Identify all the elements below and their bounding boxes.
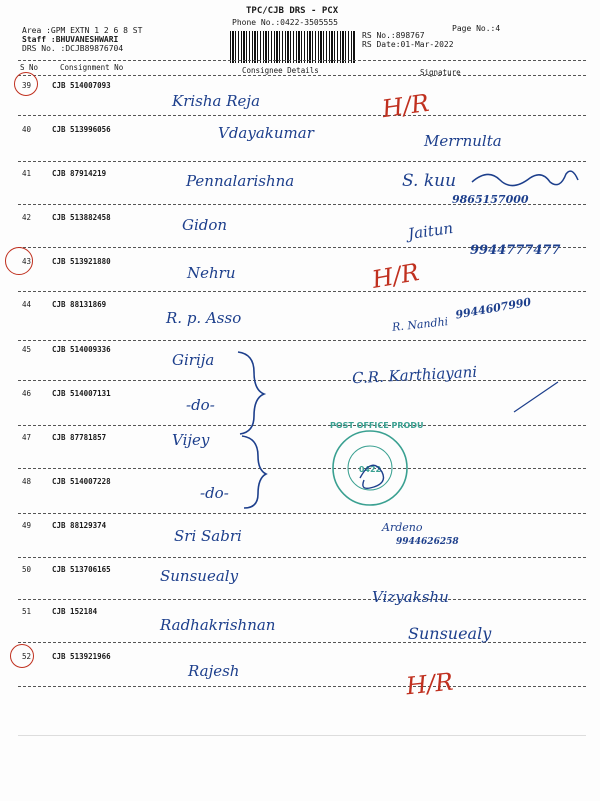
consignee-name: Nehru bbox=[187, 264, 236, 282]
row-consignment: CJB 152184 bbox=[52, 607, 98, 616]
row-divider bbox=[18, 115, 586, 116]
row-consignment: CJB 513882458 bbox=[52, 213, 111, 222]
col-consignment: Consignment No bbox=[60, 63, 124, 72]
row-consignment: CJB 513996056 bbox=[52, 125, 111, 134]
col-sno: S No bbox=[20, 63, 39, 72]
row-divider bbox=[18, 340, 586, 341]
consignee-name: Gidon bbox=[182, 216, 228, 234]
page-number: Page No.:4 bbox=[452, 24, 501, 33]
row-divider bbox=[18, 642, 586, 643]
row-sno: 45 bbox=[22, 345, 32, 354]
red-circle-mark bbox=[5, 247, 33, 275]
phone-handwritten: 9944777477 bbox=[470, 243, 561, 258]
consignee-name: -do- bbox=[200, 484, 229, 502]
row-consignment: CJB 87781857 bbox=[52, 433, 107, 442]
row-sno: 43 bbox=[22, 257, 32, 266]
hir-mark: H/R bbox=[369, 258, 422, 294]
phone-handwritten: 9944626258 bbox=[396, 537, 459, 547]
row-sno: 41 bbox=[22, 169, 32, 178]
consignee-name: Vijey bbox=[172, 431, 210, 449]
phone-handwritten: 9944607990 bbox=[454, 295, 533, 322]
consignee-name: Sunsuealy bbox=[160, 567, 239, 585]
row-sno: 40 bbox=[22, 125, 32, 134]
row-divider bbox=[18, 291, 586, 292]
consignee-name: -do- bbox=[186, 396, 215, 414]
consignee-name: Rajesh bbox=[188, 662, 240, 680]
divider bbox=[18, 60, 586, 61]
row-divider bbox=[18, 468, 586, 469]
consignee-name: Vdayakumar bbox=[218, 124, 314, 142]
stamp-text: POST OFFICE PRODU bbox=[330, 421, 424, 430]
row-consignment: CJB 87914219 bbox=[52, 169, 107, 178]
row-consignment: CJB 513921966 bbox=[52, 652, 111, 661]
row-sno: 48 bbox=[22, 477, 32, 486]
group-signature: C.R. Karthiayani bbox=[351, 362, 478, 388]
row-divider bbox=[18, 557, 586, 558]
signature: S. kuu bbox=[402, 171, 457, 191]
row-divider bbox=[18, 599, 586, 600]
consignee-name: R. p. Asso bbox=[166, 309, 242, 327]
barcode bbox=[230, 31, 356, 63]
phone-handwritten: 9865157000 bbox=[452, 193, 529, 206]
row-consignment: CJB 514007131 bbox=[52, 389, 111, 398]
drs-number: DRS No. :DCJB89876704 bbox=[22, 44, 124, 53]
row-sno: 47 bbox=[22, 433, 32, 442]
row-sno: 39 bbox=[22, 81, 32, 90]
grouping-brace-icon bbox=[232, 350, 272, 510]
row-divider bbox=[18, 686, 586, 687]
document-title: TPC/CJB DRS - PCX bbox=[246, 6, 339, 16]
consignee-name: Sri Sabri bbox=[174, 527, 242, 545]
stamp-code: 0422 bbox=[358, 465, 382, 474]
signature: Jaitun bbox=[406, 218, 455, 244]
row-consignment: CJB 88131869 bbox=[52, 300, 107, 309]
col-signature: Signature bbox=[420, 68, 461, 77]
row-sno: 50 bbox=[22, 565, 32, 574]
hir-mark: H/R bbox=[404, 667, 455, 701]
phone-number: Phone No.:0422-3505555 bbox=[232, 18, 338, 27]
signature: R. Nandhi bbox=[391, 315, 449, 334]
row-divider bbox=[18, 380, 586, 381]
signature: Ardeno bbox=[382, 521, 423, 534]
row-sno: 51 bbox=[22, 607, 32, 616]
area: Area :GPM EXTN 1 2 6 8 ST bbox=[22, 26, 143, 35]
consignee-name: Krisha Reja bbox=[172, 92, 261, 110]
signature: Merrnulta bbox=[424, 132, 502, 150]
divider bbox=[18, 75, 586, 76]
row-consignment: CJB 513921880 bbox=[52, 257, 111, 266]
signature: Sunsuealy bbox=[408, 624, 492, 643]
signature-scribble-icon bbox=[470, 162, 580, 192]
row-divider bbox=[18, 425, 586, 426]
red-circle-mark bbox=[10, 644, 34, 668]
rs-number: RS No.:898767 bbox=[362, 31, 425, 40]
rs-date: RS Date:01-Mar-2022 bbox=[362, 40, 454, 49]
signature: Vizyakshu bbox=[372, 588, 449, 606]
consignee-name: Radhakrishnan bbox=[160, 616, 276, 634]
row-consignment: CJB 513706165 bbox=[52, 565, 111, 574]
row-consignment: CJB 514007228 bbox=[52, 477, 111, 486]
row-divider bbox=[18, 513, 586, 514]
hir-mark: H/R bbox=[380, 88, 431, 124]
row-consignment: CJB 514009336 bbox=[52, 345, 111, 354]
row-sno: 49 bbox=[22, 521, 32, 530]
row-sno: 42 bbox=[22, 213, 32, 222]
staff: Staff :BHUVANESHWARI bbox=[22, 35, 119, 44]
post-office-stamp-icon bbox=[330, 421, 424, 508]
consignee-name: Pennalarishna bbox=[186, 172, 295, 190]
row-sno: 44 bbox=[22, 300, 32, 309]
row-sno: 52 bbox=[22, 652, 32, 661]
divider bbox=[18, 735, 586, 736]
col-consignee: Consignee Details bbox=[242, 66, 319, 75]
consignee-name: Girija bbox=[172, 351, 215, 369]
red-circle-mark bbox=[14, 72, 38, 96]
row-sno: 46 bbox=[22, 389, 32, 398]
row-consignment: CJB 88129374 bbox=[52, 521, 107, 530]
row-consignment: CJB 514007093 bbox=[52, 81, 111, 90]
signature-stroke-icon bbox=[512, 378, 562, 414]
